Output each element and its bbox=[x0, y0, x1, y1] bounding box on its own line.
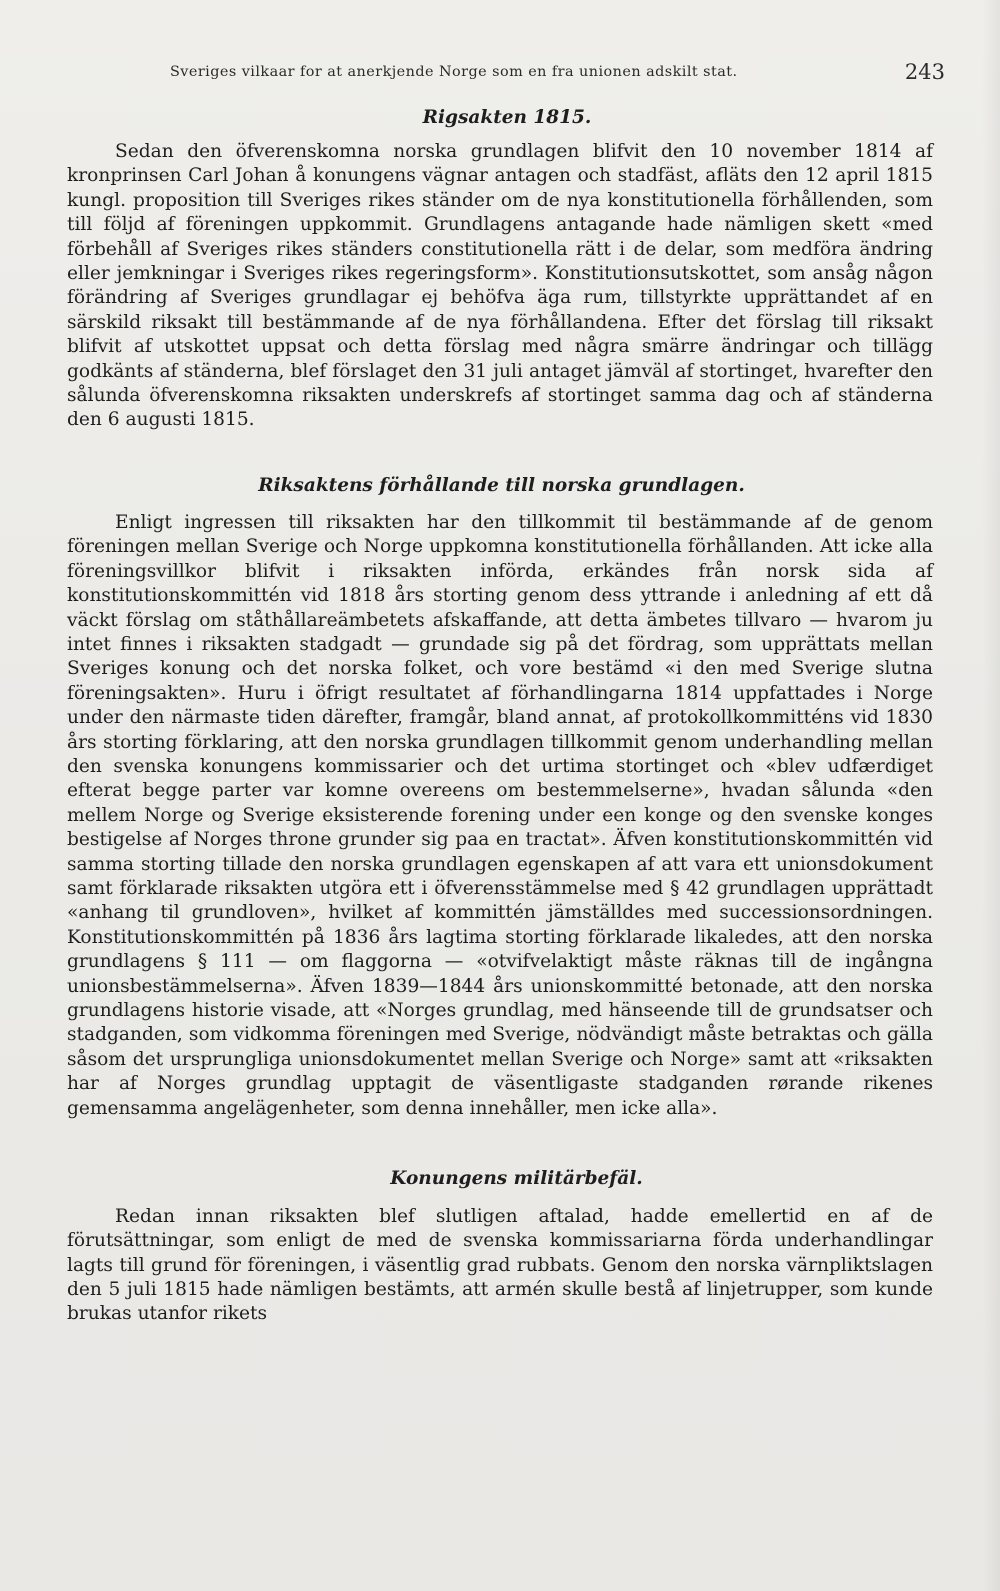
page-number: 243 bbox=[904, 60, 945, 84]
running-head-title: Sveriges vilkaar for at anerkjende Norge som en fra unionen adskilt stat. bbox=[170, 64, 738, 80]
paragraph-riksaktens-forhallande: Enligt ingressen till riksakten har den tillkommit til bestämmande af de genom föreningen mellan Sverige och Norge uppkomna konstitutionella förhållanden. Att icke alla föreningsvillkor blifvit i riksakten införda, erkändes från norsk sida af konstitutionskommittén vid 1818 års storting genom dess yttrande i anledning af ett då väckt förslag om ståthållareämbetets afskaffande, att detta ämbetes tillvaro — hvarom ju intet finnes i riksakten stadgadt — grundade sig på det fördrag, som upprättats mellan Sveriges konung och det norska folket, och vore bestämd «i den med Sverige slutna föreningsakten». Huru i öfrigt resultatet af förhandlingarna 1814 uppfattades i Norge under den närmaste tiden därefter, framgår, bland annat, af protokollkommitténs vid 1830 års storting förklaring, att den norska grundlagen tillkommit genom underhandling mellan den svenska konungens kommissarier och det urtima stortinget och «blev udfærdiget efterat begge parter var komne overeens om bestemmelserne», hvadan sålunda «den mellem Norge og Sverige eksisterende forening under een konge og den svenske konges bestigelse af Norges throne grunder sig paa en tractat». Äfven konstitutionskommittén vid samma storting tillade den norska grundlagen egenskapen af att vara ett unionsdokument samt förklarade riksakten utgöra ett i öfverensstämmelse med § 42 grundlagen upprättadt «anhang til grundloven», hvilket af kommittén jämställdes med successionsordningen. Konstitutionskommittén på 1836 års lagtima storting förklarade likaledes, att den norska grundlagens § 111 — om flaggorna — «otvifvelaktigt måste räknas till de ingångna unionsbestämmelserna». Äfven 1839—1844 års unionskommitté betonade, att den norska grundlagens historie visade, att «Norges grundlag, med hänseende till de grundsatser och stadganden, som vidkomma föreningen med Sverige, nödvändigt måste betraktas och gälla såsom det ursprungliga unionsdokumentet mellan Sverige och Norge» samt att «riksakten har af Norges grundlag upptagit de väsentligaste stadganden rørande rikenes gemensamma angelägenheter, som denna innehåller, men icke alla». bbox=[67, 511, 933, 1119]
paragraph-konungens-militarbefal: Redan innan riksakten blef slutligen aftalad, hadde emellertid en af de förutsättningar, som enligt de med de svenska kommissariarna förda underhandlingar lagts till grund för föreningen, i väsentlig grad rubbats. Genom den norska värnpliktslagen den 5 juli 1815 hade nämligen bestämts, att armén skulle bestå af linjetrupper, som kunde brukas utanfor rikets bbox=[67, 1206, 933, 1325]
text-column bbox=[67, 96, 933, 1327]
page-edge-shadow bbox=[982, 0, 1000, 1591]
section-heading-rigsakten: Rigsakten 1815. bbox=[422, 107, 592, 128]
section-heading-riksaktens-forhallande: Riksaktens förhållande till norska grundlagen. bbox=[258, 474, 745, 496]
paragraph-rigsakten: Sedan den öfverenskomna norska grundlagen blifvit den 10 november 1814 af kronprinsen Carl Johan å konungens vägnar antagen och stadfäst, afläts den 12 april 1815 kungl. proposition till Sveriges rikes ständer om de nya konstitutionella förhållenden, som till följd af föreningen uppkommit. Grundlagens antagande hade nämligen skett «med förbehåll af Sveriges rikes ständers constitutionella rätt i de delar, som medföra ändring eller jemkningar i Sveriges rikes regeringsform». Konstitutionsutskottet, som ansåg någon förändring af Sveriges grundlagar ej behöfva äga rum, tillstyrkte upprättandet af en särskild riksakt till bestämmande af de nya förhållandena. Efter det förslag till riksakt blifvit af utskottet uppsat och detta förslag med några smärre ändringar och tillägg godkänts af ständerna, blef förslaget den 31 juli antaget jämväl af stortinget, hvarefter den sålunda öfverenskomna riksakten underskrefs af stortinget samma dag och af ständerna den 6 augusti 1815. bbox=[67, 141, 933, 431]
section-heading-konungens-militarbefal: Konungens militärbefäl. bbox=[390, 1168, 643, 1190]
running-head bbox=[60, 60, 945, 90]
